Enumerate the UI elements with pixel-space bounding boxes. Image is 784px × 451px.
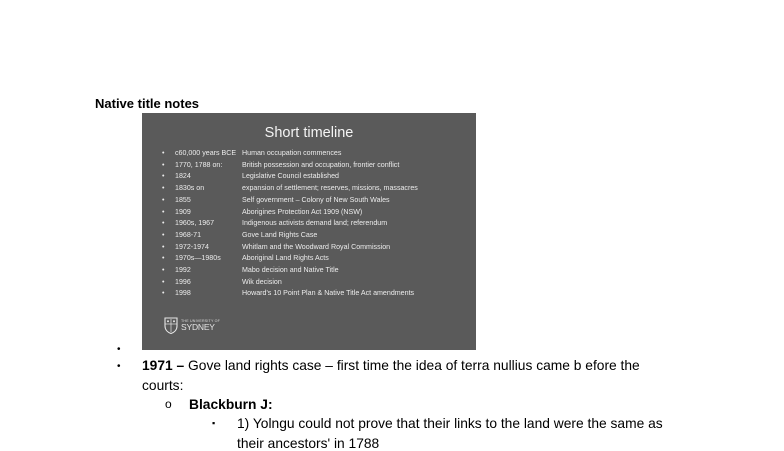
timeline-event: British possession and occupation, frontier conflict <box>242 160 400 169</box>
item1-text: Gove land rights case – first time the idea of terra nullius came b efore the <box>184 358 640 373</box>
subsub1-line2: their ancestors' in 1788 <box>237 436 380 451</box>
timeline-event: expansion of settlement; reserves, missions, massacres <box>242 184 418 193</box>
timeline-bullet: • <box>162 230 165 239</box>
subsub1-bullet: ▪ <box>212 418 216 428</box>
timeline-bullet: • <box>162 149 165 157</box>
item1-line1 <box>142 358 640 373</box>
timeline-event: Aborigines Protection Act 1909 (NSW) <box>242 207 363 216</box>
timeline-event: Indigenous activists demand land; referendum <box>242 219 388 228</box>
timeline-event: Legislative Council established <box>242 172 340 181</box>
item1-bold-lead: 1971 – <box>142 358 185 373</box>
timeline-event: Mabo decision and Native Title <box>242 266 339 274</box>
timeline-bullet: • <box>162 266 165 274</box>
timeline-bullet: • <box>162 160 165 169</box>
sub1-label: Blackburn J: <box>189 397 273 412</box>
timeline-bullet: • <box>162 289 165 298</box>
timeline-date: 1992 <box>175 266 191 274</box>
timeline-date: 1996 <box>175 277 191 286</box>
empty-bullet: • <box>117 344 121 355</box>
logo-big-text: SYDNEY <box>181 322 215 332</box>
timeline-date: 1830s on <box>175 184 205 193</box>
timeline-event: Aboriginal Land Rights Acts <box>242 254 329 263</box>
timeline-date: 1972-1974 <box>175 242 209 251</box>
timeline-bullet: • <box>162 219 165 228</box>
university-crest-icon <box>164 317 178 334</box>
timeline-event: Human occupation commences <box>242 149 342 157</box>
timeline-event: Wik decision <box>242 277 282 286</box>
subsub1-line1: 1) Yolngu could not prove that their links to the land were the same as <box>237 416 663 431</box>
timeline-date: 1824 <box>175 172 191 181</box>
timeline-event: Gove Land Rights Case <box>242 230 318 239</box>
timeline-date: 1970s—1980s <box>175 254 221 263</box>
timeline-date: c60,000 years BCE <box>175 149 237 157</box>
timeline-bullet: • <box>162 195 165 204</box>
embedded-slide-image <box>142 113 476 350</box>
timeline-date: 1960s, 1967 <box>175 219 215 228</box>
timeline-date: 1909 <box>175 207 191 216</box>
timeline-bullet: • <box>162 242 165 251</box>
timeline-date: 1770, 1788 on: <box>175 160 223 169</box>
timeline-date: 1855 <box>175 195 191 204</box>
item1-bullet: • <box>117 361 121 372</box>
timeline-bullet: • <box>162 207 165 216</box>
timeline-event: Whitlam and the Woodward Royal Commission <box>242 242 391 251</box>
logo-small-text: THE UNIVERSITY OF <box>181 319 221 323</box>
timeline-date: 1968-71 <box>175 230 202 239</box>
sub1-bullet: o <box>165 397 172 411</box>
timeline-bullet: • <box>162 277 165 286</box>
item1-line2: courts: <box>142 378 184 393</box>
timeline-event: Howard's 10 Point Plan & Native Title Act amendments <box>242 289 415 298</box>
timeline-bullet: • <box>162 184 165 193</box>
document-heading: Native title notes <box>95 96 200 111</box>
timeline-bullet: • <box>162 172 165 181</box>
timeline-event: Self government – Colony of New South Wales <box>242 195 390 204</box>
timeline-bullet: • <box>162 254 165 263</box>
timeline-date: 1998 <box>175 289 191 298</box>
slide-title: Short timeline <box>264 125 354 141</box>
